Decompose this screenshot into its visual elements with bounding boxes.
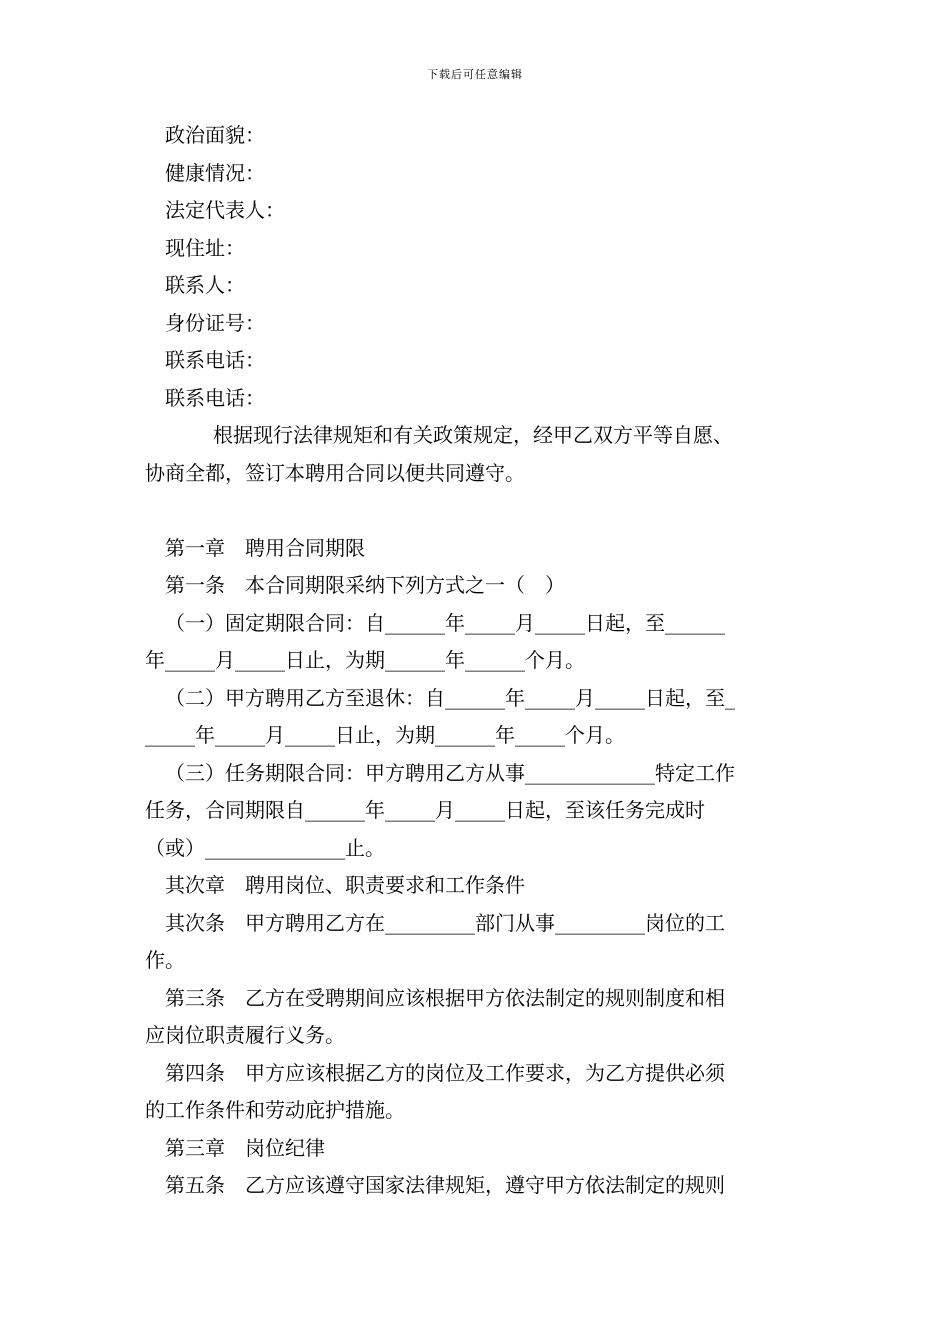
paragraph-line: 第一条 本合同期限采纳下列方式之一（ ） <box>165 573 565 597</box>
paragraph-line: 第一章 聘用合同期限 <box>165 535 365 560</box>
paragraph-line: 政治面貌： <box>165 123 265 147</box>
paragraph-line: 其次条 甲方聘用乙方在_________部门从事_________岗位的工 <box>165 910 725 935</box>
paragraph-line: 法定代表人： <box>165 198 285 222</box>
paragraph-line: （三）任务期限合同：甲方聘用乙方从事_____________特定工作 <box>165 760 735 785</box>
paragraph-line: 根据现行法律规矩和有关政策规定，经甲乙双方平等自愿、 <box>213 423 733 447</box>
paragraph-line: 现住址： <box>165 235 245 260</box>
paragraph-line: 联系人： <box>165 273 245 297</box>
paragraph-line: 身份证号： <box>165 310 265 335</box>
paragraph-line: 第四条 甲方应该根据乙方的岗位及工作要求，为乙方提供必须 <box>165 1060 725 1085</box>
paragraph-line: （一）固定期限合同：自______年_____月_____日起，至______ <box>165 610 725 635</box>
paragraph-line: 协商全都，签订本聘用合同以便共同遵守。 <box>145 460 525 485</box>
paragraph-line: 健康情况： <box>165 160 265 185</box>
paragraph-line: 第三条 乙方在受聘期间应该根据甲方依法制定的规则制度和相 <box>165 985 725 1010</box>
paragraph-line: 第三章 岗位纪律 <box>165 1135 325 1160</box>
paragraph-line: （二）甲方聘用乙方至退休：自______年_____月_____日起，至_ <box>165 685 735 710</box>
page-header: 下载后可任意编辑 <box>427 68 523 81</box>
paragraph-line: _____年_____月_____日止，为期______年_____个月。 <box>145 723 625 747</box>
blank-line <box>145 492 815 530</box>
paragraph-line: 联系电话： <box>165 348 265 372</box>
paragraph-line: 联系电话： <box>165 385 265 410</box>
paragraph-line: （或）______________止。 <box>145 835 385 860</box>
paragraph-line: 应岗位职责履行义务。 <box>145 1023 345 1047</box>
paragraph-line: 任务，合同期限自______年_____月_____日起，至该任务完成时 <box>145 798 705 822</box>
document-body <box>145 117 815 1205</box>
paragraph-line: 第五条 乙方应该遵守国家法律规矩，遵守甲方依法制定的规则 <box>165 1173 725 1197</box>
paragraph-line: 其次章 聘用岗位、职责要求和工作条件 <box>165 873 525 897</box>
paragraph-line: 的工作条件和劳动庇护措施。 <box>145 1098 405 1122</box>
paragraph-line: 作。 <box>145 948 185 972</box>
paragraph-line: 年_____月_____日止，为期______年______个月。 <box>145 648 585 672</box>
